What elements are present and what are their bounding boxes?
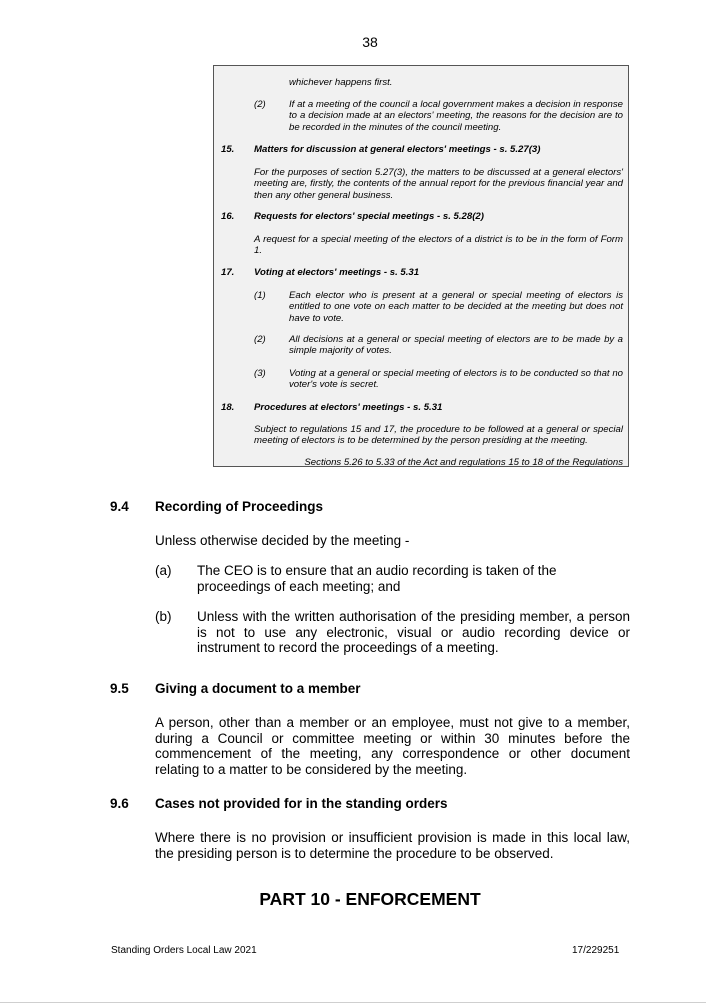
reg15-text: For the purposes of section 5.27(3), the matters to be discussed at a general electors' meeting are, firstly, the contents of the annual report for the previous financial year and then any other general business. <box>254 167 623 201</box>
footer-reference-number: 17/229251 <box>572 945 620 956</box>
reg17-sub3-number: (3) <box>254 368 266 379</box>
section-9-4-title: Recording of Proceedings <box>155 499 324 514</box>
reg18-title: Procedures at electors' meetings - s. 5.31 <box>254 402 443 413</box>
reg16-title: Requests for electors' special meetings - s. 5.28(2) <box>254 211 484 222</box>
source-note: Sections 5.26 to 5.33 of the Act and regulations 15 to 18 of the Regulations <box>304 457 623 468</box>
section-9-6-title: Cases not provided for in the standing orders <box>155 796 448 811</box>
section-9-5-text: A person, other than a member or an employee, must not give to a member, during a Council or committee meeting or within 30 minutes before the commencement of the meeting, any correspondence or other document relating to a matter to be considered by the meeting. <box>155 715 630 777</box>
section-9-4-intro: Unless otherwise decided by the meeting - <box>155 533 410 548</box>
item-a-text: The CEO is to ensure that an audio recording is taken of the proceedings of each meeting; and <box>197 563 557 594</box>
reg14-sub2-number: (2) <box>254 99 266 110</box>
reg18-text: Subject to regulations 15 and 17, the procedure to be followed at a general or special meeting of electors is to be determined by the person presiding at the meeting. <box>254 424 623 447</box>
part-10-heading: PART 10 - ENFORCEMENT <box>259 889 481 909</box>
reg17-sub2-text: All decisions at a general or special meeting of electors are to be made by a simple majority of votes. <box>289 334 623 357</box>
item-a-label: (a) <box>155 563 172 578</box>
item-b-text: Unless with the written authorisation of the presiding member, a person is not to use any electronic, visual or audio recording device or instrument to record the proceedings of a meeting. <box>197 609 630 655</box>
reg16-number: 16. <box>221 211 235 222</box>
section-9-5-number: 9.5 <box>110 681 129 696</box>
continuation-text: whichever happens first. <box>289 77 393 88</box>
reg17-number: 17. <box>221 267 235 278</box>
section-9-6-number: 9.6 <box>110 796 129 811</box>
item-b-label: (b) <box>155 609 172 624</box>
regulations-extract-box <box>213 65 629 467</box>
reg17-sub2-number: (2) <box>254 334 266 345</box>
reg17-sub1-number: (1) <box>254 290 266 301</box>
footer-document-title: Standing Orders Local Law 2021 <box>111 945 257 956</box>
reg18-number: 18. <box>221 402 235 413</box>
reg15-number: 15. <box>221 144 235 155</box>
section-9-4-number: 9.4 <box>110 499 129 514</box>
section-9-6-text: Where there is no provision or insufficient provision is made in this local law, the presiding person is to determine the procedure to be observed. <box>155 830 630 861</box>
reg15-title: Matters for discussion at general electors' meetings - s. 5.27(3) <box>254 144 541 155</box>
reg17-sub1-text: Each elector who is present at a general or special meeting of electors is entitled to one vote on each matter to be decided at the meeting but does not have to vote. <box>289 290 623 324</box>
page-number: 38 <box>362 34 378 50</box>
reg14-sub2-text: If at a meeting of the council a local government makes a decision in response to a decision made at an electors' meeting, the reasons for the decision are to be recorded in the minutes of the council meeting. <box>289 99 623 133</box>
reg17-sub3-text: Voting at a general or special meeting of electors is to be conducted so that no voter's vote is secret. <box>289 368 623 391</box>
reg17-title: Voting at electors' meetings - s. 5.31 <box>254 267 420 278</box>
reg16-text: A request for a special meeting of the electors of a district is to be in the form of Form 1. <box>254 234 623 257</box>
section-9-5-title: Giving a document to a member <box>155 681 361 696</box>
page-bottom-divider <box>0 1002 706 1003</box>
